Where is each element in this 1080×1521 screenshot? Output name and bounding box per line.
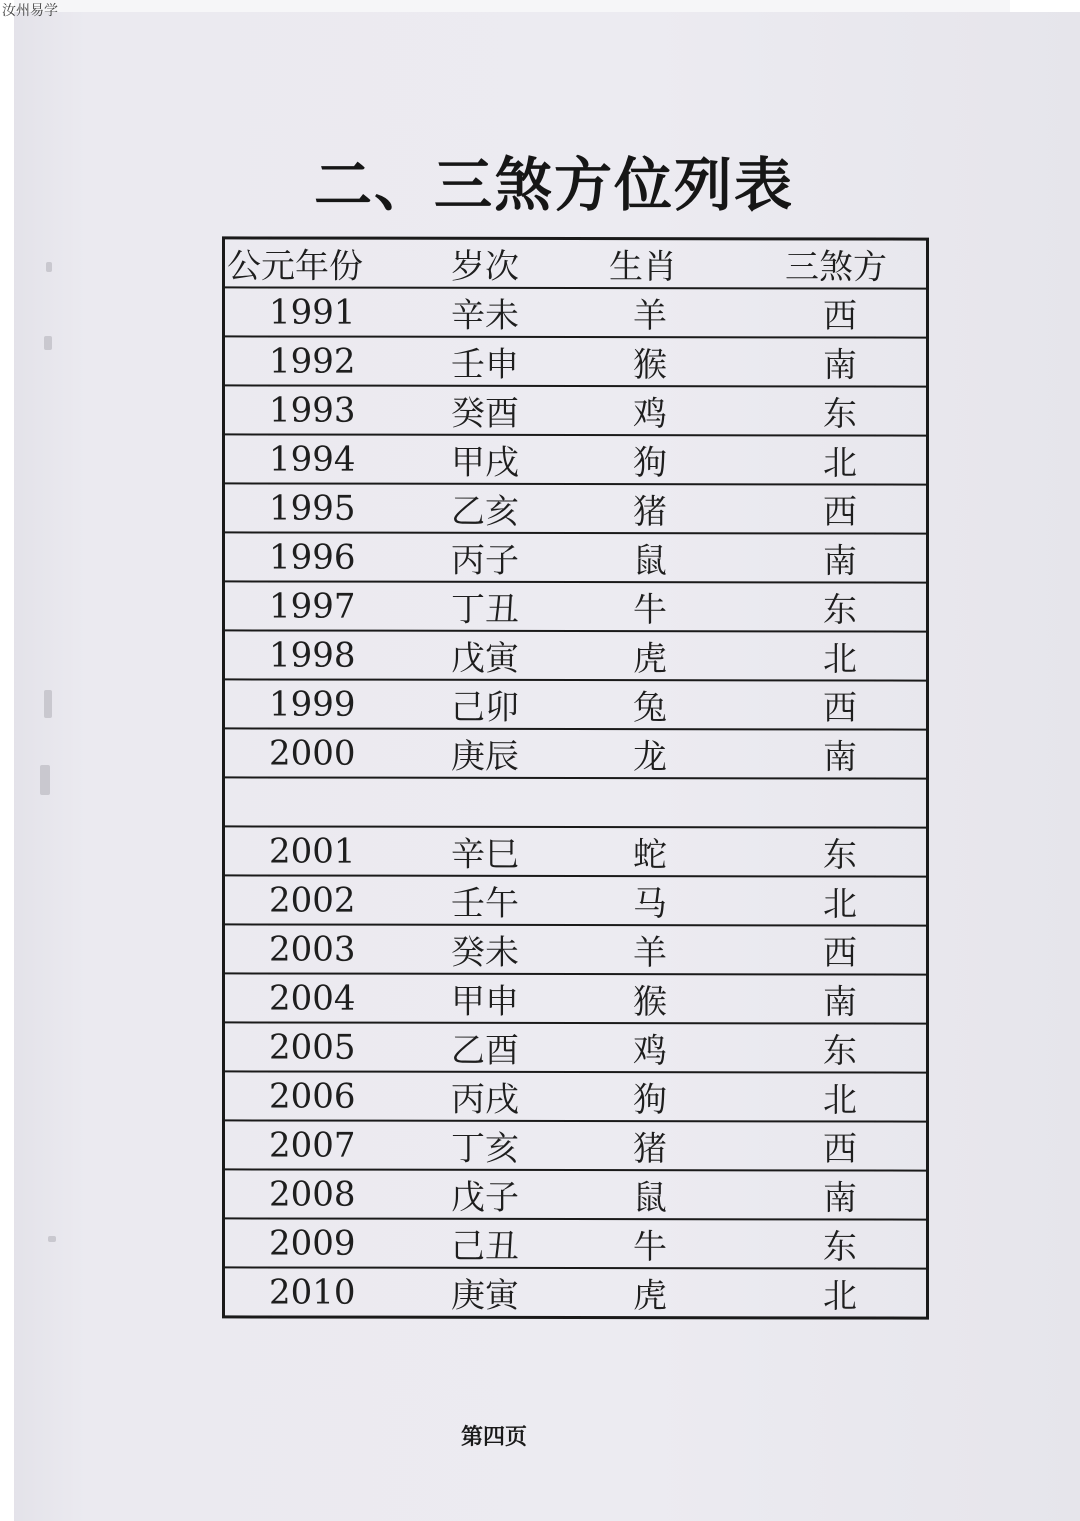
punch-hole-mark [44,690,52,718]
cell-ganzhi: 癸未 [451,932,519,973]
table-row [225,1070,926,1120]
table-row [225,286,926,336]
table-row [225,384,926,434]
table-row [225,825,926,875]
cell-ganzhi: 乙酉 [451,1030,519,1071]
cell-direction: 东 [823,835,857,876]
page-number: 第四页 [460,1425,527,1450]
table-row [225,1119,926,1169]
table-row [225,923,926,973]
cell-direction: 南 [823,1178,857,1219]
cell-ganzhi: 癸酉 [451,393,519,434]
cell-zodiac: 龙 [633,737,667,778]
cell-ganzhi: 庚寅 [451,1275,519,1316]
cell-ganzhi: 己丑 [451,1226,519,1267]
cell-year: 1997 [269,585,356,627]
header-ganzhi: 岁次 [451,246,519,287]
cell-direction: 北 [823,1276,857,1317]
header-year: 公元年份 [227,246,363,287]
cell-ganzhi: 己卯 [451,687,519,728]
cell-zodiac: 虎 [633,639,667,680]
cell-direction: 北 [823,1080,857,1121]
cell-ganzhi: 戊寅 [451,638,519,679]
cell-zodiac: 鼠 [633,1178,667,1219]
punch-hole-mark [44,336,52,350]
cell-year: 1994 [269,438,356,480]
punch-hole-mark [40,765,50,795]
cell-ganzhi: 乙亥 [451,491,519,532]
cell-year: 2001 [269,830,356,872]
table-row [225,531,926,581]
cell-year: 2005 [269,1026,356,1068]
cell-zodiac: 鼠 [633,541,667,582]
cell-direction: 东 [823,1031,857,1072]
cell-year: 2000 [269,732,356,774]
cell-zodiac: 狗 [633,443,667,484]
cell-direction: 北 [823,884,857,925]
cell-ganzhi: 丙子 [451,540,519,581]
cell-year: 2010 [269,1271,356,1313]
cell-year: 1998 [269,634,356,676]
cell-ganzhi: 辛巳 [451,834,519,875]
cell-zodiac: 猴 [633,345,667,386]
cell-direction: 南 [823,541,857,582]
table-row [225,1266,926,1316]
table-spacer-row [225,776,926,826]
cell-zodiac: 猴 [633,982,667,1023]
table-row [225,482,926,532]
cell-ganzhi: 壬申 [451,344,519,385]
cell-year: 1995 [269,487,356,529]
table-row [225,580,926,630]
cell-direction: 东 [823,394,857,435]
cell-direction: 西 [823,296,857,337]
cell-zodiac: 兔 [633,688,667,729]
cell-direction: 西 [823,933,857,974]
scan-left-edge [0,0,14,1521]
cell-year: 1999 [269,683,356,725]
cell-zodiac: 狗 [633,1080,667,1121]
cell-direction: 南 [823,982,857,1023]
table-row [225,1021,926,1071]
cell-year: 1991 [269,291,356,333]
cell-ganzhi: 丁丑 [451,589,519,630]
cell-year: 2002 [269,879,356,921]
cell-direction: 东 [823,590,857,631]
cell-direction: 东 [823,1227,857,1268]
cell-ganzhi: 丙戌 [451,1079,519,1120]
cell-year: 1996 [269,536,356,578]
cell-year: 2008 [269,1173,356,1215]
cell-ganzhi: 丁亥 [451,1128,519,1169]
table-row [225,972,926,1022]
cell-year: 1993 [269,389,356,431]
punch-hole-mark [48,1236,56,1242]
table-row [225,1217,926,1267]
table-row [225,629,926,679]
page-title: 二、三煞方位列表 [313,151,794,219]
cell-ganzhi: 辛未 [451,295,519,336]
table-row [225,433,926,483]
cell-zodiac: 马 [633,884,667,925]
cell-zodiac: 猪 [633,1129,667,1170]
header-direction: 三煞方 [785,247,887,288]
cell-year: 2004 [269,977,356,1019]
cell-zodiac: 鸡 [633,1031,667,1072]
cell-zodiac: 鸡 [633,394,667,435]
cell-zodiac: 虎 [633,1276,667,1317]
cell-zodiac: 羊 [633,933,667,974]
scan-top-edge [0,0,1080,12]
cell-zodiac: 蛇 [633,835,667,876]
cell-direction: 北 [823,639,857,680]
scan-corner [1010,0,1080,12]
table-row [225,727,926,777]
cell-direction: 南 [823,345,857,386]
cell-direction: 南 [823,737,857,778]
table-row [225,1168,926,1218]
table-row [225,335,926,385]
watermark-text: 汝州易学 [2,3,58,19]
cell-direction: 西 [823,1129,857,1170]
cell-ganzhi: 壬午 [451,883,519,924]
cell-year: 1992 [269,340,356,382]
table-row [225,874,926,924]
cell-zodiac: 牛 [633,590,667,631]
cell-direction: 北 [823,443,857,484]
table-body [225,286,926,1316]
cell-year: 2003 [269,928,356,970]
cell-year: 2009 [269,1222,356,1264]
header-zodiac: 生肖 [609,247,677,288]
cell-ganzhi: 甲申 [451,981,519,1022]
cell-ganzhi: 甲戌 [451,442,519,483]
cell-ganzhi: 戊子 [451,1177,519,1218]
punch-hole-mark [46,262,52,272]
sansha-direction-table [222,236,929,1319]
cell-direction: 西 [823,688,857,729]
cell-ganzhi: 庚辰 [451,736,519,777]
cell-zodiac: 羊 [633,296,667,337]
cell-zodiac: 猪 [633,492,667,533]
cell-year: 2006 [269,1075,356,1117]
cell-direction: 西 [823,492,857,533]
cell-year: 2007 [269,1124,356,1166]
cell-zodiac: 牛 [633,1227,667,1268]
table-row [225,678,926,728]
table-header-row [225,239,926,287]
